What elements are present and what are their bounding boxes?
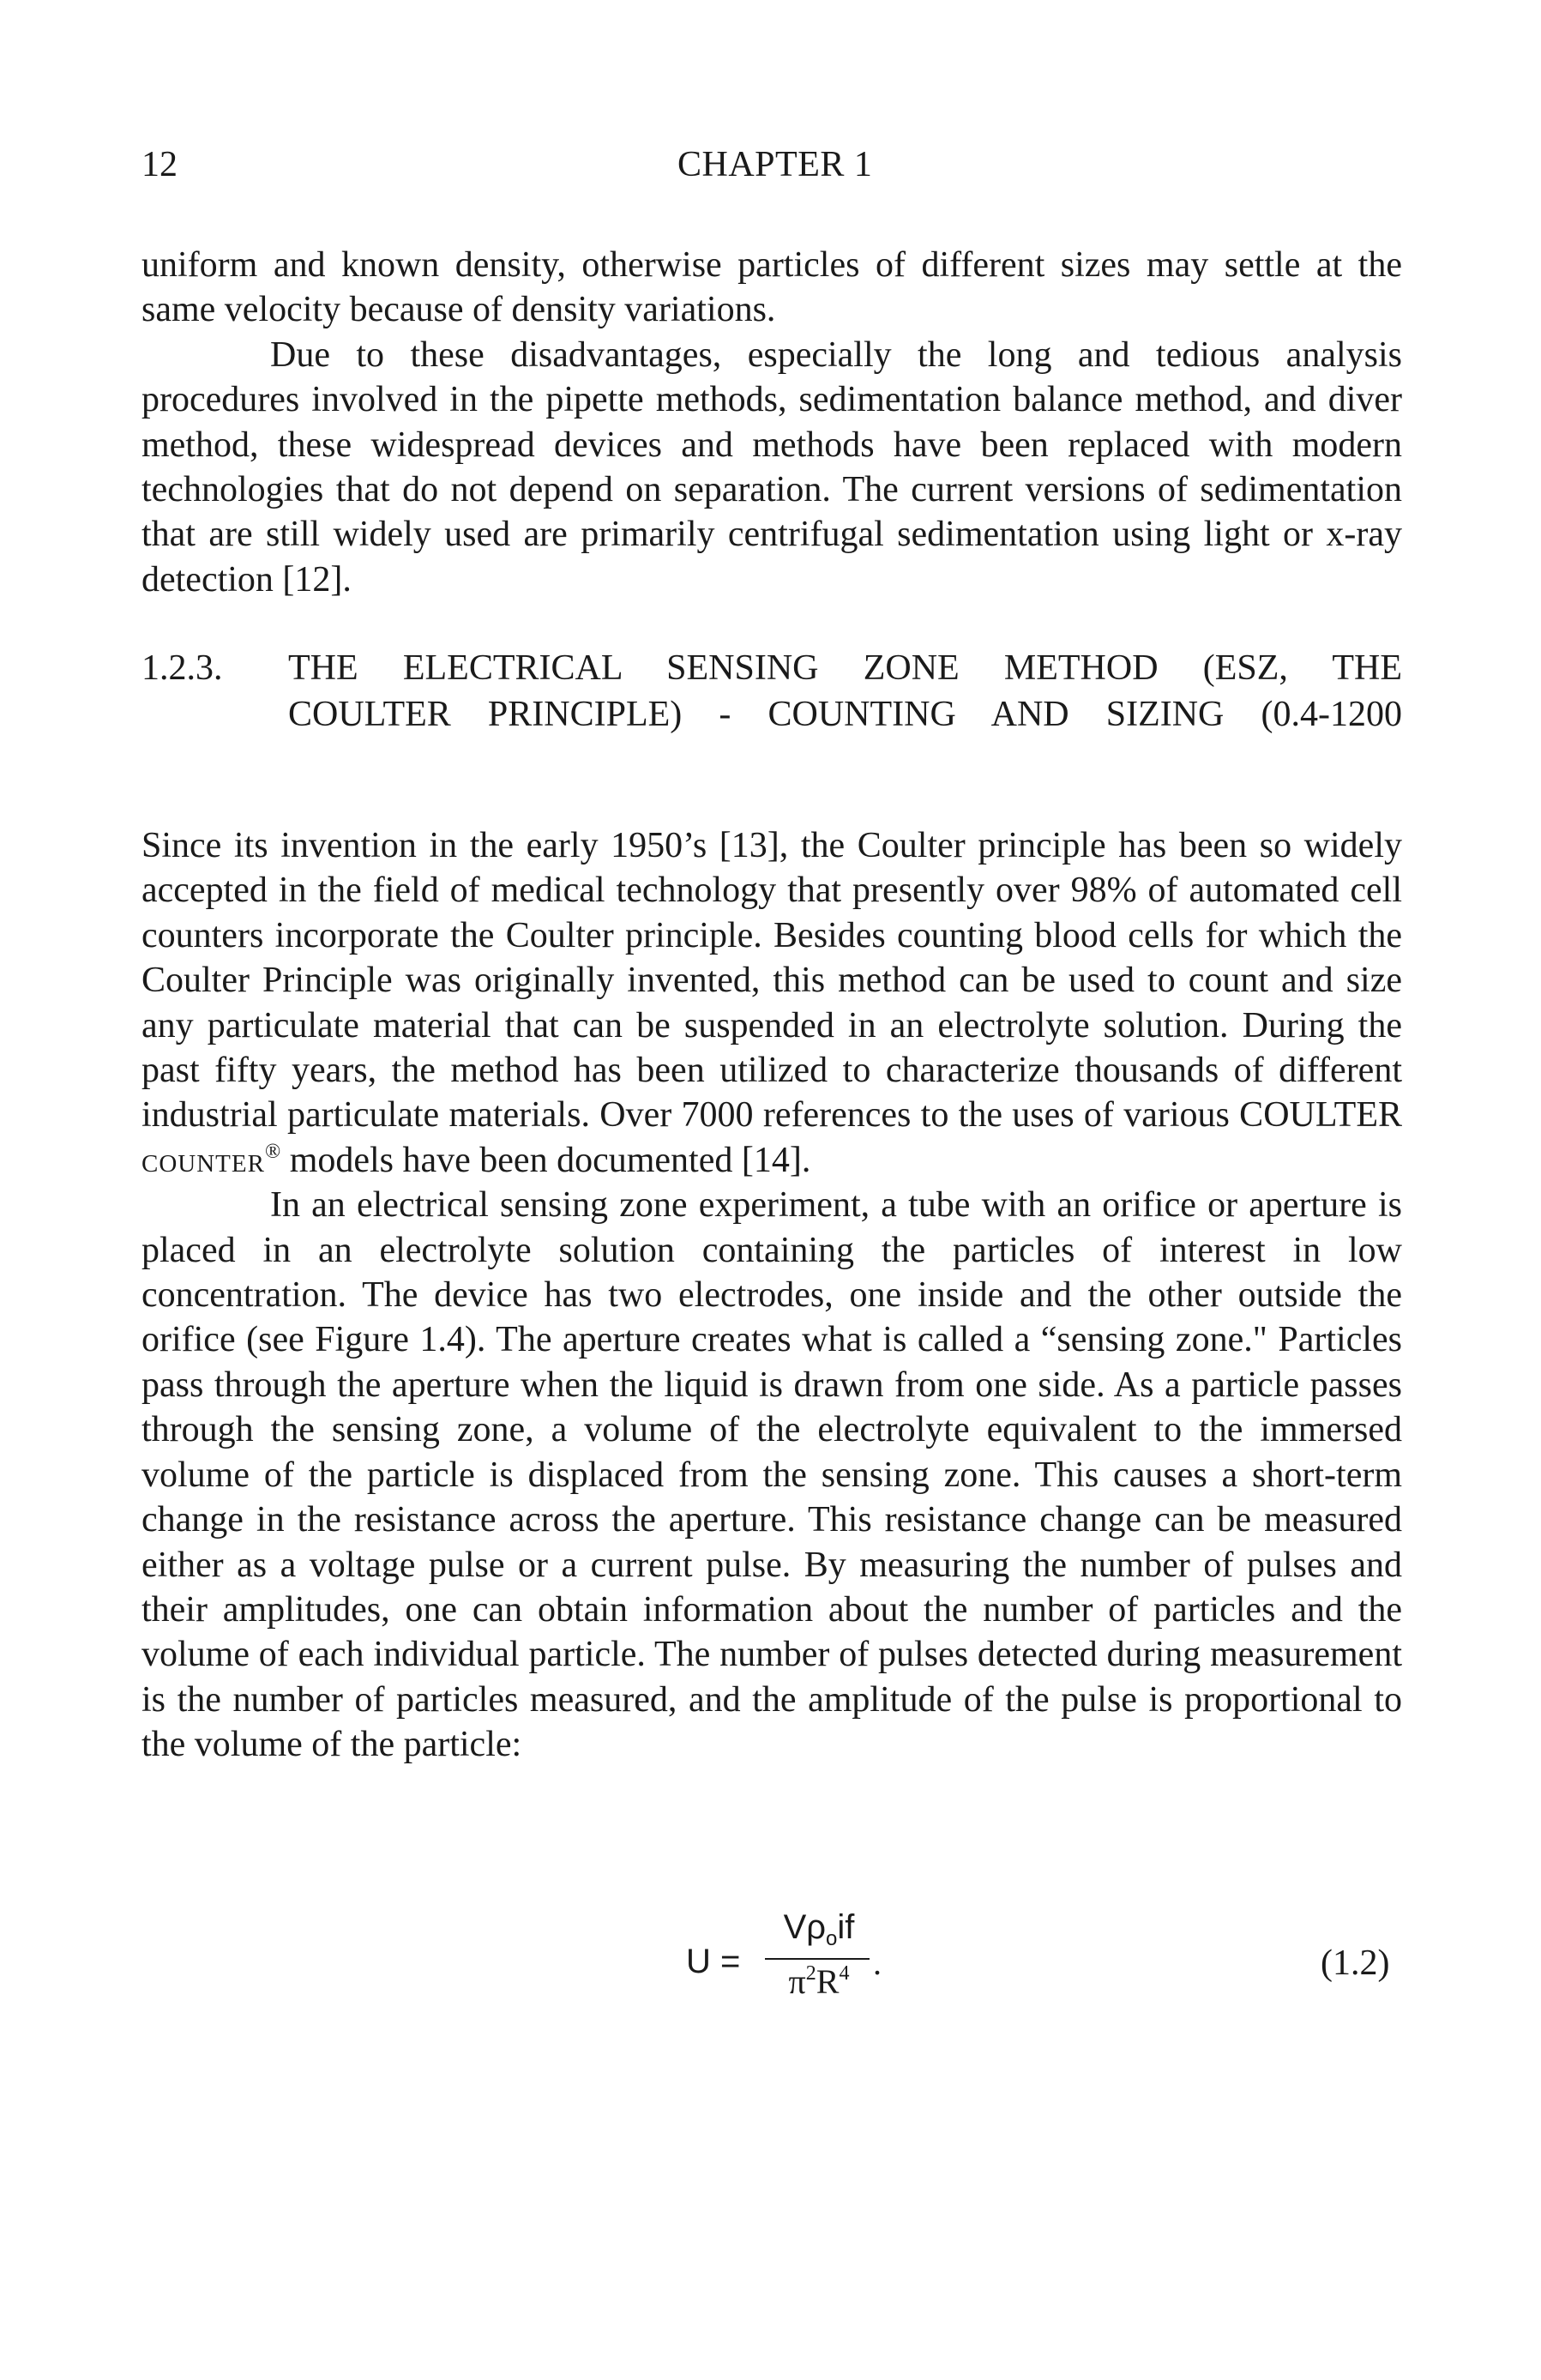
den-pi: π <box>788 1962 806 2001</box>
chapter-title: CHAPTER 1 <box>677 145 873 184</box>
text-block-lower <box>141 823 1402 1768</box>
counter-smallcaps: counter <box>141 1140 265 1180</box>
equation-number: (1.2) <box>1321 1943 1390 1983</box>
paragraph-esz-experiment: In an electrical sensing zone experiment, a tube with an orifice or aperture is placed in an electrolyte solution containing the particles of interest in low concentration. The device has two electrodes, one inside and the other outside the orifice (see Figure 1.4). The aperture creates what is called a “sensing zone." Particles pass through the aperture when the liquid is drawn from one side. As a particle passes through the sensing zone, a volume of the electrolyte equivalent to the immersed volume of the particle is displaced from the sensing zone. This causes a short-term change in the resistance across the aperture. This resistance change can be measured either as a voltage pulse or a current pulse. By measuring the number of pulses and their amplitudes, one can obtain information about the number of particles and the volume of each individual particle. The number of pulses detected during measurement is the number of particles measured, and the amplitude of the pulse is proportional to the volume of the particle: <box>141 1185 1402 1765</box>
den-r: R <box>816 1962 840 2001</box>
num-if: if <box>837 1908 855 1946</box>
section-title-line-2: COULTER PRINCIPLE) - COUNTING AND SIZING (0.4-1200 <box>288 695 1402 734</box>
num-rho-subscript: o <box>826 1927 838 1950</box>
fraction-bar <box>765 1958 870 1960</box>
equation-numerator <box>767 1908 870 1951</box>
running-header <box>141 144 1402 196</box>
text-block-upper <box>141 243 1402 602</box>
num-v: V <box>783 1908 807 1946</box>
section-number: 1.2.3. <box>141 648 223 688</box>
paragraph-coulter-history <box>141 823 1402 1183</box>
paragraph-disadvantages: Due to these disadvantages, especially the long and tedious analysis procedures involved in the pipette methods, sedimentation balance method, and diver method, these widespread devices and methods have been replaced with modern technologies that do not depend on separation. The current versions of sedimentation that are still widely used are primarily centrifugal sedimentation using light or x-ray detection [12]. <box>141 334 1402 600</box>
den-pi-exponent: 2 <box>805 1962 816 1985</box>
registered-mark: ® <box>264 1140 281 1163</box>
coulter-history-text: Since its invention in the early 1950’s [13], the Coulter principle has been so widely accepted in the field of medical technology that presently over 98% of automated cell counters incorporate the Coulter principle. Besides counting blood cells for which the Coulter Principle was originally invented, this method can be used to count and size any particulate material that can be suspended in an electrolyte solution. During the past fifty years, the method has been utilized to characterize thousands of different industrial particulate materials. Over 7000 references to the uses of various COULTER <box>141 826 1402 1136</box>
equation-denominator <box>767 1961 870 2002</box>
paragraph-density: uniform and known density, otherwise particles of different sizes may settle at the same velocity because of density variations. <box>141 245 1402 330</box>
equation-period: . <box>873 1943 882 1982</box>
section-title <box>288 645 1402 738</box>
section-title-line-1: THE ELECTRICAL SENSING ZONE METHOD (ESZ, THE <box>288 648 1402 688</box>
equation-lhs: U = <box>686 1943 741 1980</box>
equation-1-2 <box>0 1908 1541 2003</box>
page-number: 12 <box>141 145 178 184</box>
coulter-history-end: models have been documented [14]. <box>280 1140 811 1180</box>
num-rho: ρ <box>806 1908 827 1946</box>
den-r-exponent: 4 <box>839 1962 850 1985</box>
